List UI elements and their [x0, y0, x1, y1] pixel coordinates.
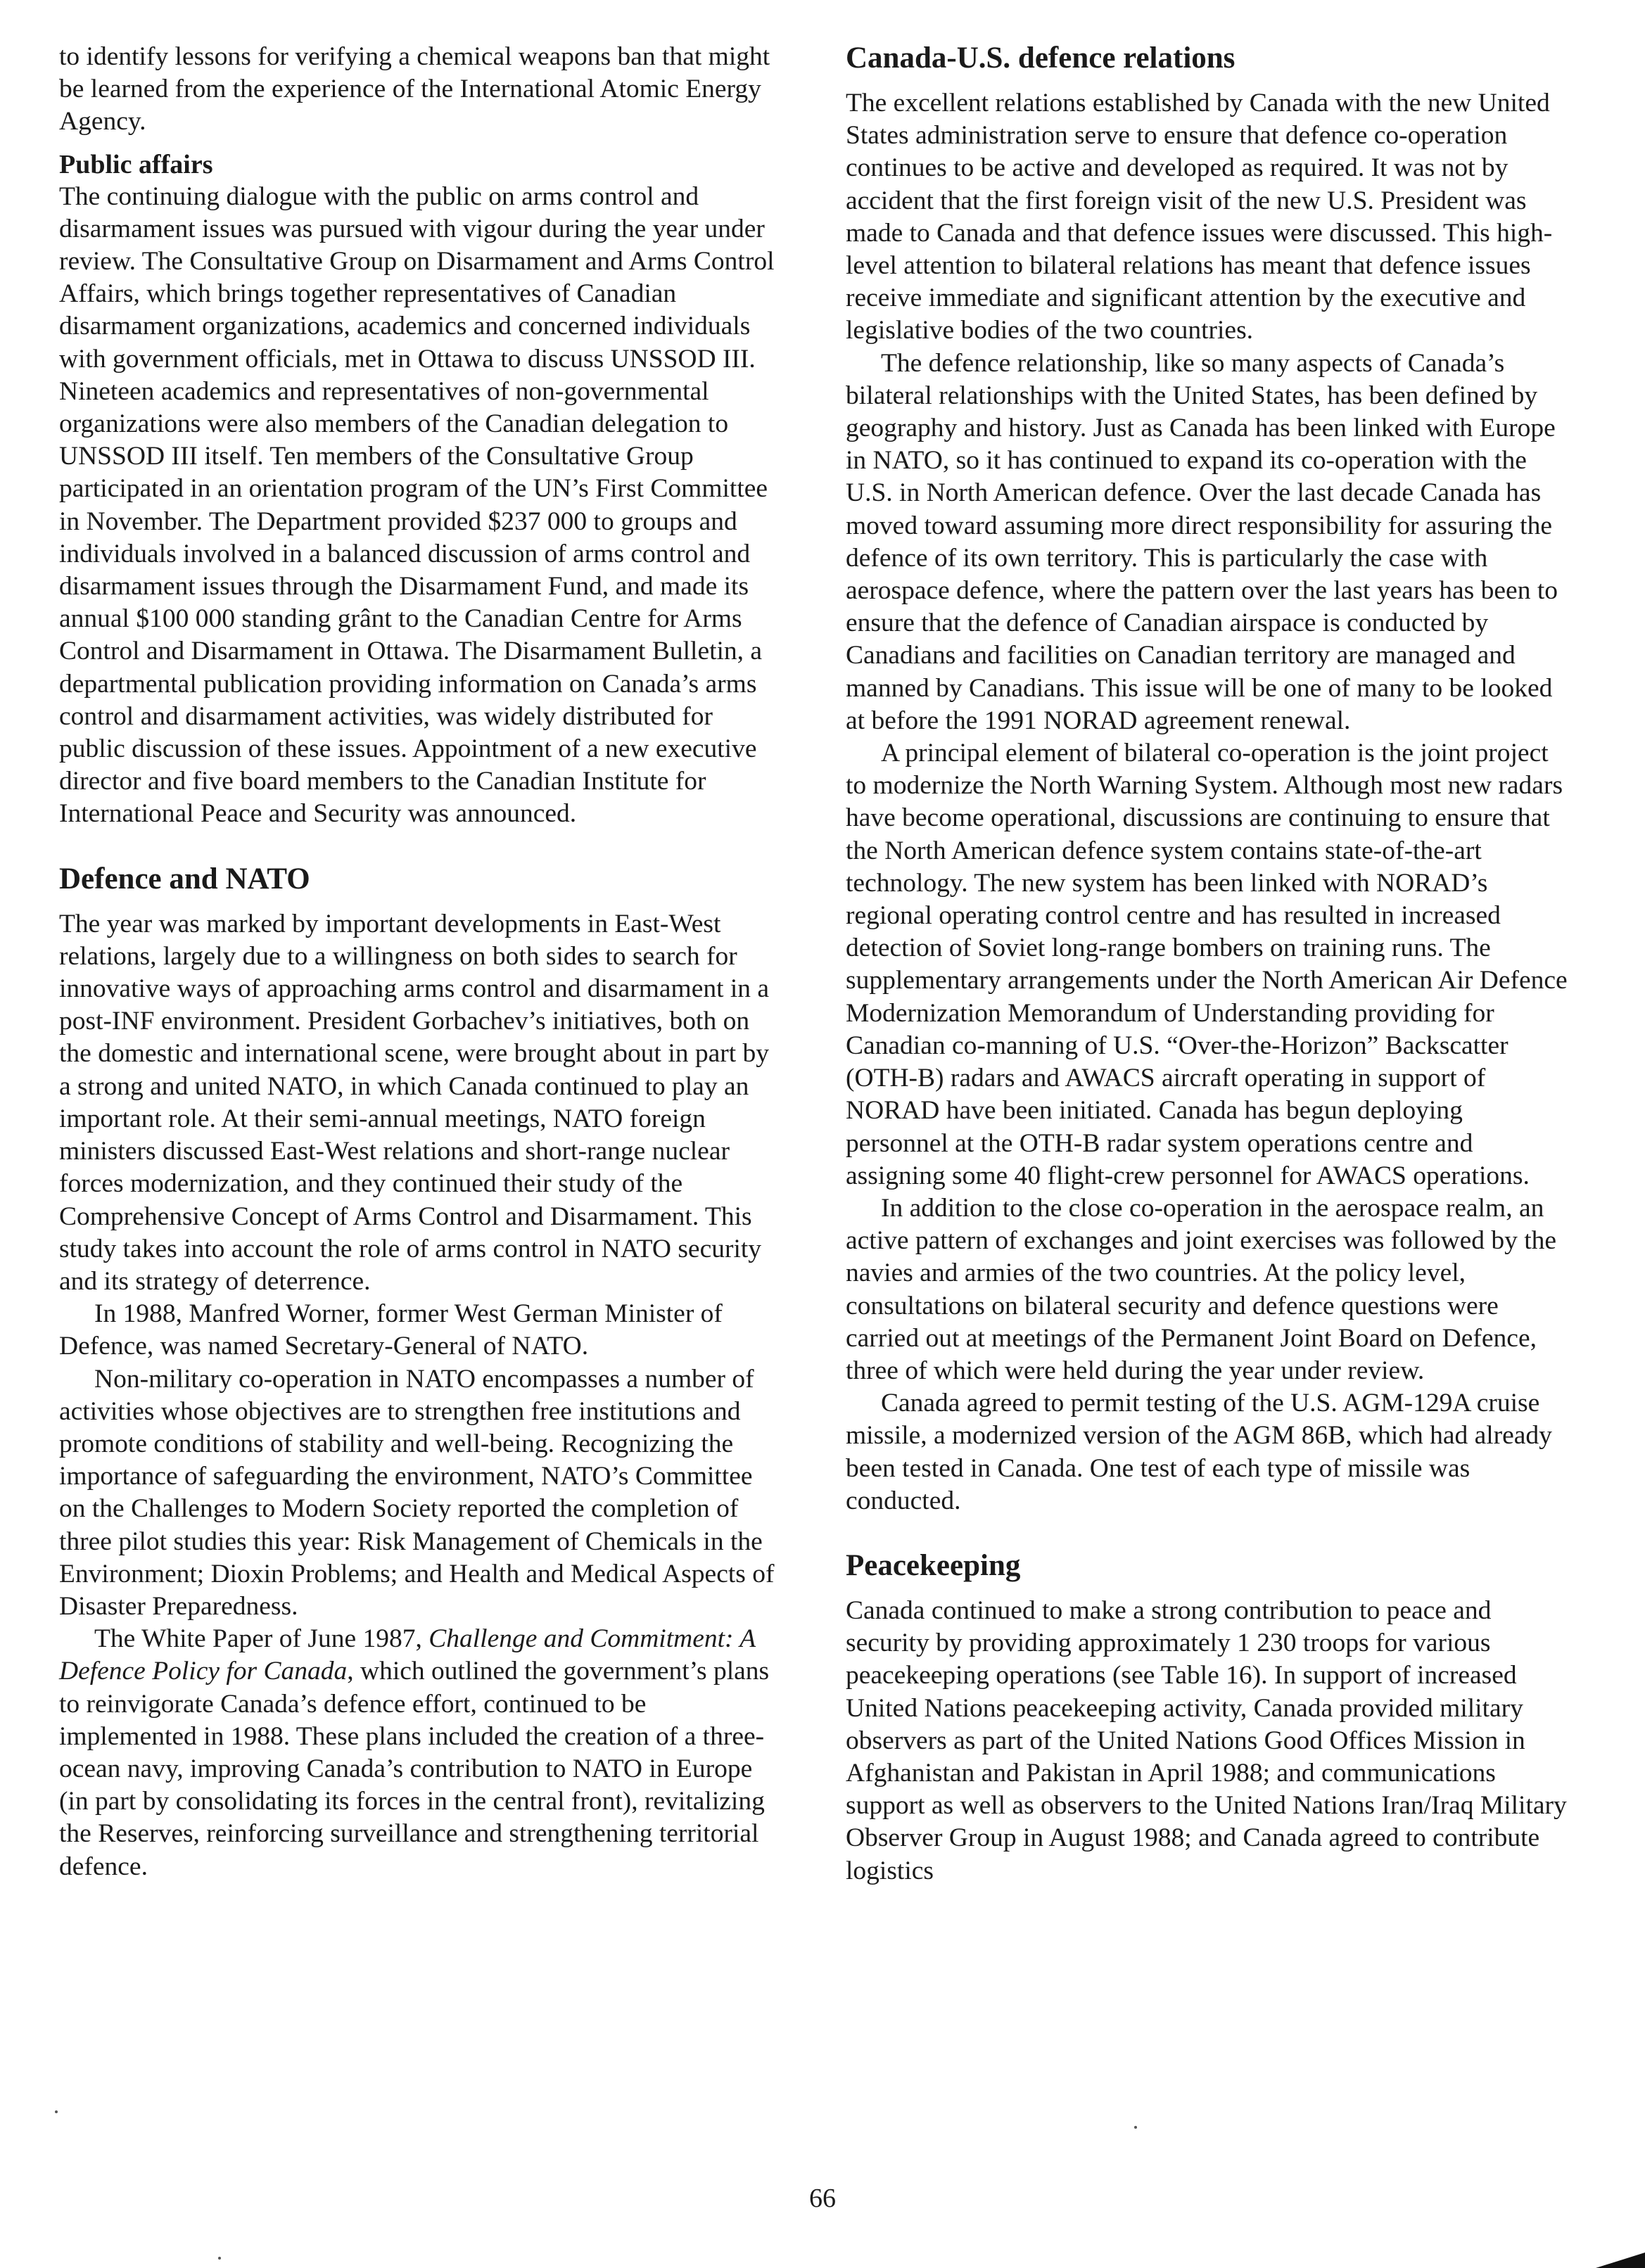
white-paper-lead-text: The White Paper of June 1987, [94, 1624, 429, 1654]
defence-nato-paragraph-4 [59, 1623, 777, 1883]
canada-us-paragraph-5: Canada agreed to permit testing of the U.S. AGM-129A cruise missile, a modernized version of the AGM 86B, which had already been tested in Canada. One test of each type of missile was conducted. [846, 1389, 1552, 1515]
defence-nato-paragraph-3: Non-military co-operation in NATO encompasses a number of activities whose objectives are to strengthen free institutions and promote conditions of stability and well-being. Recognizing the importance of safeguarding the environment, NATO’s Committee on the Challenges to Modern Society reported the completion of three pilot studies this year: Risk Management of Chemicals in the Environment; Dioxin Problems; and Health and Medical Aspects of Disaster Preparedness. [59, 1364, 775, 1621]
scan-speck [218, 2257, 221, 2260]
public-affairs-heading: Public affairs [59, 149, 213, 179]
canada-us-paragraph-1: The excellent relations established by Canada with the new United States administration serve to ensure that defence co-operation continues to be active and developed as required. It was not by accident that the first foreign visit of the new U.S. President was made to Canada and that defence issues were discussed. This high-level attention to bilateral relations has meant that defence issues receive immediate and significant attention by the executive and legislative bodies of the two countries. [846, 89, 1553, 345]
intro-paragraph: to identify lessons for verifying a chemical weapons ban that might be learned from the experience of the International Atomic Energy Agency. [59, 42, 770, 136]
canada-us-paragraph-4: In addition to the close co-operation in the aerospace realm, an active pattern of exchanges and joint exercises was followed by the navies and armies of the two countries. At the policy level, consultations on bilateral security and defence questions were carried out at meetings of the Permanent Joint Board on Defence, three of which were held during the year under review. [846, 1193, 1557, 1385]
canada-us-paragraph-2: The defence relationship, like so many aspects of Canada’s bilateral relationships with the United States, has been defined by geography and history. Just as Canada has been linked with Europe in NATO, so it has continued to expand its co-operation with the U.S. in North American defence. Over the last decade Canada has moved toward assuming more direct responsibility for assuring the defence of its own territory. This is particularly the case with aerospace defence, where the pattern over the last years has been to ensure that the defence of Canadian airspace is conducted by Canadians and facilities on Canadian territory are managed and manned by Canadians. This issue will be one of many to be looked at before the 1991 NORAD agreement renewal. [846, 348, 1558, 735]
canada-us-defence-heading: Canada-U.S. defence relations [846, 42, 1236, 75]
white-paper-title: Challenge and Commitment: A Defence Policy for Canada [59, 1624, 756, 1686]
peacekeeping-paragraph: Canada continued to make a strong contribution to peace and security by providing approximately 1 230 troops for various peacekeeping operations (see Table 16). In support of increased United Nations peacekeeping activity, Canada provided military observers as part of the United Nations Good Offices Mission in Afghanistan and Pakistan in April 1988; and communications support as well as observers to the United Nations Iran/Iraq Military Observer Group in August 1988; and Canada agreed to contribute logistics [846, 1595, 1567, 1885]
defence-nato-heading: Defence and NATO [59, 862, 310, 896]
page-number: 66 [809, 2184, 836, 2213]
canada-us-paragraph-3: A principal element of bilateral co-operation is the joint project to modernize the North Warning System. Although most new radars have become operational, discussions are continuing to ensure that the North American defence system contains state-of-the-art technology. The new system has been linked with NORAD’s regional operating control centre and has resulted in increased detection of Soviet long-range bombers on training runs. The supplementary arrangements under the North American Air Defence Modernization Memorandum of Understanding providing for Canadian co-manning of U.S. “Over-the-Horizon” Backscatter (OTH-B) radars and AWACS aircraft operating in support of NORAD have been initiated. Canada has begun deploying personnel at the OTH-B radar system operations centre and assigning some 40 flight-crew personnel for AWACS operations. [846, 739, 1568, 1190]
defence-nato-paragraph-1: The year was marked by important developments in East-West relations, largely due to a willingness on both sides to search for innovative ways of approaching arms control and disarmament in a post-INF environment. President Gorbachev’s initiatives, both on the domestic and international scene, were brought about in part by a strong and united NATO, in which Canada continued to play an important role. At their semi-annual meetings, NATO foreign ministers discussed East-West relations and short-range nuclear forces modernization, and they continued their study of the Comprehensive Concept of Arms Control and Disarmament. This study takes into account the role of arms control in NATO security and its strategy of deterrence. [59, 909, 770, 1296]
scan-corner-mark [1596, 2253, 1645, 2268]
peacekeeping-heading: Peacekeeping [846, 1548, 1021, 1582]
public-affairs-paragraph: The continuing dialogue with the public on arms control and disarmament issues was pursued with vigour during the year under review. The Consultative Group on Disarmament and Arms Control Affairs, which brings together representatives of Canadian disarmament organizations, academics and concerned individuals with government officials, met in Ottawa to discuss UNSSOD III. Nineteen academics and representatives of non-governmental organizations were also members of the Canadian delegation to UNSSOD III itself. Ten members of the Consultative Group participated in an orientation program of the UN’s First Committee in November. The Department provided $237 000 to groups and individuals involved in a balanced discussion of arms control and disarmament issues through the Disarmament Fund, and made its annual $100 000 standing grânt to the Canadian Centre for Arms Control and Disarmament in Ottawa. The Disarmament Bulletin, a departmental publication providing information on Canada’s arms control and disarmament activities, was widely distributed for public discussion of these issues. Appointment of a new executive director and five board members to the Canadian Institute for International Peace and Security was announced. [59, 181, 775, 829]
right-column [846, 41, 1568, 1887]
scan-speck [55, 2110, 58, 2113]
left-column [59, 41, 777, 1883]
scan-speck [1134, 2126, 1137, 2129]
white-paper-rest-text: , which outlined the government’s plans to reinvigorate Canada’s defence effort, continued to be implemented in 1988. These plans included the creation of a three-ocean navy, improving Canada’s contribution to NATO in Europe (in part by consolidating its forces in the central front), revitalizing the Reserves, reinforcing surveillance and strengthening territorial defence. [59, 1657, 770, 1881]
defence-nato-paragraph-2: In 1988, Manfred Worner, former West German Minister of Defence, was named Secretary-General of NATO. [59, 1299, 723, 1361]
